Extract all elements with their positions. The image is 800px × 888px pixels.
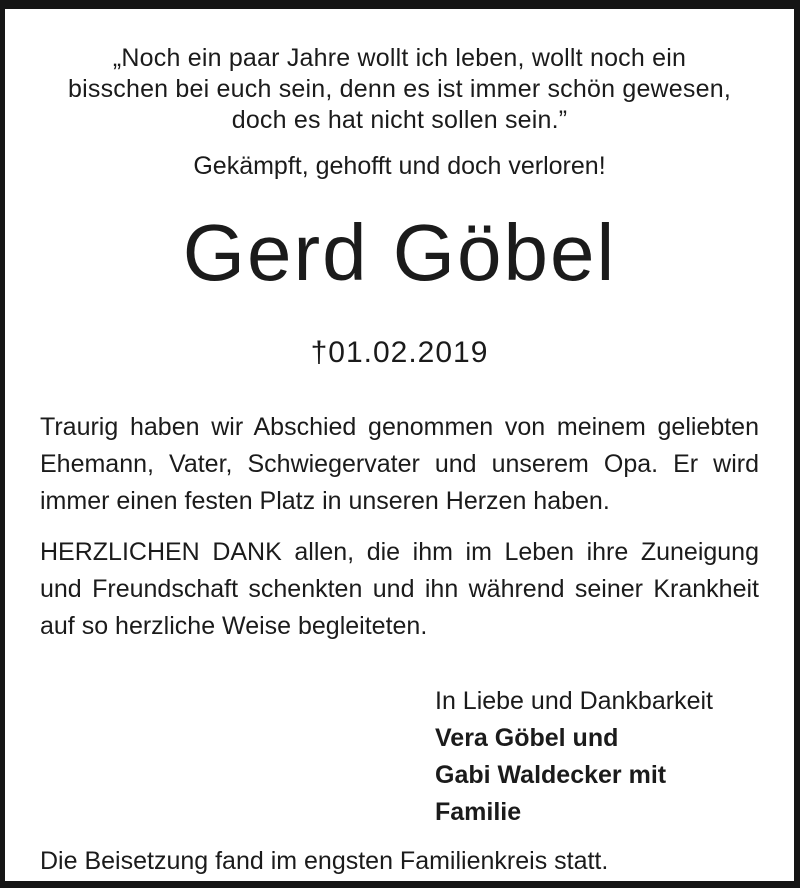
opening-quote-line: doch es hat nicht sollen sein.” (231, 106, 568, 134)
opening-quote-line: bisschen bei euch sein, denn es ist immer schön gewesen, (68, 75, 731, 103)
motto-text: Gekämpft, gehofft und doch verloren! (193, 152, 606, 180)
thanks-paragraph (40, 534, 759, 645)
opening-quote (5, 43, 794, 136)
farewell-line: immer einen festen Platz in unseren Herzen haben. (40, 487, 610, 515)
closing-intro: In Liebe und Dankbarkeit (435, 687, 713, 715)
thanks-line: auf so herzliche Weise begleiteten. (40, 612, 428, 640)
deceased-name: Gerd Göbel (182, 208, 617, 297)
death-date: †01.02.2019 (310, 336, 489, 369)
opening-quote-line: „Noch ein paar Jahre wollt ich leben, wollt noch ein (112, 44, 687, 72)
farewell-line: Traurig haben wir Abschied genommen von meinem geliebten (40, 413, 759, 441)
farewell-line: Ehemann, Vater, Schwiegervater und unserem Opa. Er wird (40, 450, 759, 478)
closing-block (435, 683, 759, 831)
mourner-name: Gabi Waldecker mit Familie (435, 761, 667, 826)
thanks-line: HERZLICHEN DANK allen, die ihm im Leben ihre Zuneigung (40, 538, 759, 566)
thanks-line: und Freundschaft schenkten und ihn während seiner Krankheit (40, 575, 759, 603)
farewell-paragraph (40, 409, 759, 520)
funeral-note: Die Beisetzung fand im engsten Familienkreis statt. (40, 847, 609, 875)
mourner-name: Vera Göbel und (435, 724, 619, 752)
